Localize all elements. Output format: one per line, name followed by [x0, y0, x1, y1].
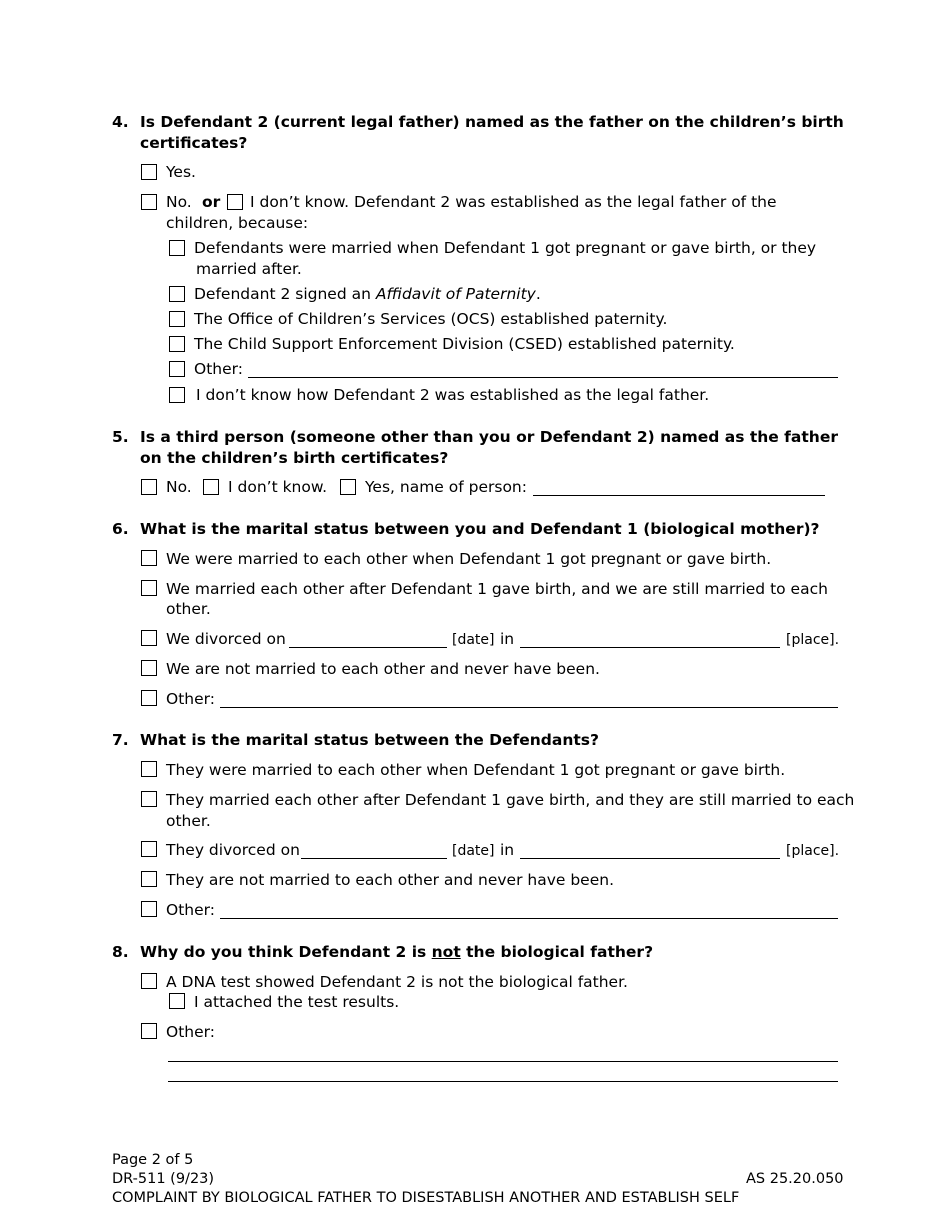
- footer-page-number: Page 2 of 5: [112, 1152, 194, 1168]
- q4-csed-label: The Child Support Enforcement Division (CSED) established paternity.: [194, 335, 735, 353]
- q6-married-after-label-line2: other.: [166, 600, 211, 618]
- q4-ocs-checkbox[interactable]: [169, 311, 185, 327]
- q8-other-input-line-2[interactable]: [168, 1081, 838, 1082]
- q5-yes-checkbox[interactable]: [340, 479, 356, 495]
- q6-date-input-line[interactable]: [289, 647, 447, 648]
- q4-other-checkbox[interactable]: [169, 361, 185, 377]
- q5-dont-know-checkbox[interactable]: [203, 479, 219, 495]
- q4-married-label-line1: Defendants were married when Defendant 1 got pregnant or gave birth, or they: [194, 239, 817, 257]
- q7-divorced-checkbox[interactable]: [141, 841, 157, 857]
- q4-no-checkbox[interactable]: [141, 194, 157, 210]
- q5-number: 5.: [112, 428, 129, 446]
- q8-dna-checkbox[interactable]: [141, 973, 157, 989]
- q6-place-input-line[interactable]: [520, 647, 780, 648]
- q4-married-checkbox[interactable]: [169, 240, 185, 256]
- q6-other-label: Other:: [166, 690, 215, 708]
- q8-not-emphasis: not: [431, 943, 461, 961]
- q6-other-checkbox[interactable]: [141, 690, 157, 706]
- q8-heading: Why do you think Defendant 2 is not the biological father?: [140, 943, 654, 961]
- q4-affidavit-checkbox[interactable]: [169, 286, 185, 302]
- q7-never-married-label: They are not married to each other and never have been.: [166, 871, 615, 889]
- q7-date-input-line[interactable]: [301, 858, 447, 859]
- q8-attached-checkbox[interactable]: [169, 993, 185, 1009]
- q4-yes-checkbox[interactable]: [141, 164, 157, 180]
- q4-ocs-label: The Office of Children’s Services (OCS) established paternity.: [194, 310, 668, 328]
- q7-number: 7.: [112, 731, 129, 749]
- q8-number: 8.: [112, 943, 129, 961]
- q8-other-input-line-1[interactable]: [168, 1061, 838, 1062]
- q4-other-label: Other:: [194, 360, 243, 378]
- footer-form-title: COMPLAINT BY BIOLOGICAL FATHER TO DISESTABLISH ANOTHER AND ESTABLISH SELF: [112, 1190, 740, 1206]
- q6-never-married-checkbox[interactable]: [141, 660, 157, 676]
- q4-heading-line1: Is Defendant 2 (current legal father) named as the father on the children’s birth: [140, 113, 844, 131]
- q5-name-input-line[interactable]: [533, 495, 825, 496]
- q6-married-after-label-line1: We married each other after Defendant 1 gave birth, and we are still married to each: [166, 580, 828, 598]
- q6-never-married-label: We are not married to each other and never have been.: [166, 660, 600, 678]
- q7-never-married-checkbox[interactable]: [141, 871, 157, 887]
- q7-divorced-label: They divorced on: [166, 841, 300, 859]
- footer-form-id: DR-511 (9/23): [112, 1171, 215, 1187]
- q7-married-when-label: They were married to each other when Defendant 1 got pregnant or gave birth.: [166, 761, 786, 779]
- q7-other-input-line[interactable]: [220, 918, 838, 919]
- q7-married-when-checkbox[interactable]: [141, 761, 157, 777]
- q7-other-label: Other:: [166, 901, 215, 919]
- q5-dont-know-label: I don’t know.: [228, 478, 328, 496]
- q7-married-after-label-line2: other.: [166, 812, 211, 830]
- q6-married-when-checkbox[interactable]: [141, 550, 157, 566]
- q6-divorced-label: We divorced on: [166, 630, 286, 648]
- q7-married-after-checkbox[interactable]: [141, 791, 157, 807]
- q4-yes-label: Yes.: [166, 163, 196, 181]
- q6-in-label: in: [500, 630, 515, 648]
- q5-no-checkbox[interactable]: [141, 479, 157, 495]
- q4-or-label: or: [202, 193, 221, 211]
- affidavit-of-paternity-text: Affidavit of Paternity: [375, 285, 536, 303]
- q4-married-label-line2: married after.: [196, 260, 302, 278]
- q6-other-input-line[interactable]: [220, 707, 838, 708]
- q7-place-input-line[interactable]: [520, 858, 780, 859]
- q4-heading-line2: certificates?: [140, 134, 248, 152]
- q7-heading: What is the marital status between the Defendants?: [140, 731, 600, 749]
- q4-number: 4.: [112, 113, 129, 131]
- q6-married-after-checkbox[interactable]: [141, 580, 157, 596]
- q7-date-hint: [date]: [452, 843, 495, 859]
- q8-attached-label: I attached the test results.: [194, 993, 400, 1011]
- q8-dna-label: A DNA test showed Defendant 2 is not the biological father.: [166, 973, 628, 991]
- q7-place-hint: [place].: [786, 843, 840, 859]
- q6-married-when-label: We were married to each other when Defendant 1 got pregnant or gave birth.: [166, 550, 772, 568]
- q5-no-label: No.: [166, 478, 192, 496]
- q7-other-checkbox[interactable]: [141, 901, 157, 917]
- q5-yes-label: Yes, name of person:: [365, 478, 527, 496]
- q5-heading-line1: Is a third person (someone other than you or Defendant 2) named as the father: [140, 428, 838, 446]
- q7-in-label: in: [500, 841, 515, 859]
- q4-no-label: No.: [166, 193, 192, 211]
- q4-other-input-line[interactable]: [248, 377, 838, 378]
- q4-csed-checkbox[interactable]: [169, 336, 185, 352]
- q7-married-after-label-line1: They married each other after Defendant 1 gave birth, and they are still married to each: [166, 791, 855, 809]
- q4-dont-know-how-checkbox[interactable]: [169, 387, 185, 403]
- q8-other-checkbox[interactable]: [141, 1023, 157, 1039]
- q4-dont-know-how-label: I don’t know how Defendant 2 was established as the legal father.: [196, 386, 710, 404]
- q5-heading-line2: on the children’s birth certificates?: [140, 449, 449, 467]
- q8-other-label: Other:: [166, 1023, 215, 1041]
- q4-dont-know-checkbox[interactable]: [227, 194, 243, 210]
- q6-place-hint: [place].: [786, 632, 840, 648]
- q4-dont-know-label-line2: children, because:: [166, 214, 309, 232]
- q6-heading: What is the marital status between you and Defendant 1 (biological mother)?: [140, 520, 820, 538]
- q6-divorced-checkbox[interactable]: [141, 630, 157, 646]
- footer-statute: AS 25.20.050: [746, 1171, 844, 1187]
- q6-date-hint: [date]: [452, 632, 495, 648]
- q4-dont-know-label-line1: I don’t know. Defendant 2 was established as the legal father of the: [250, 193, 777, 211]
- q4-affidavit-label: Defendant 2 signed an Affidavit of Paternity.: [194, 285, 541, 303]
- q6-number: 6.: [112, 520, 129, 538]
